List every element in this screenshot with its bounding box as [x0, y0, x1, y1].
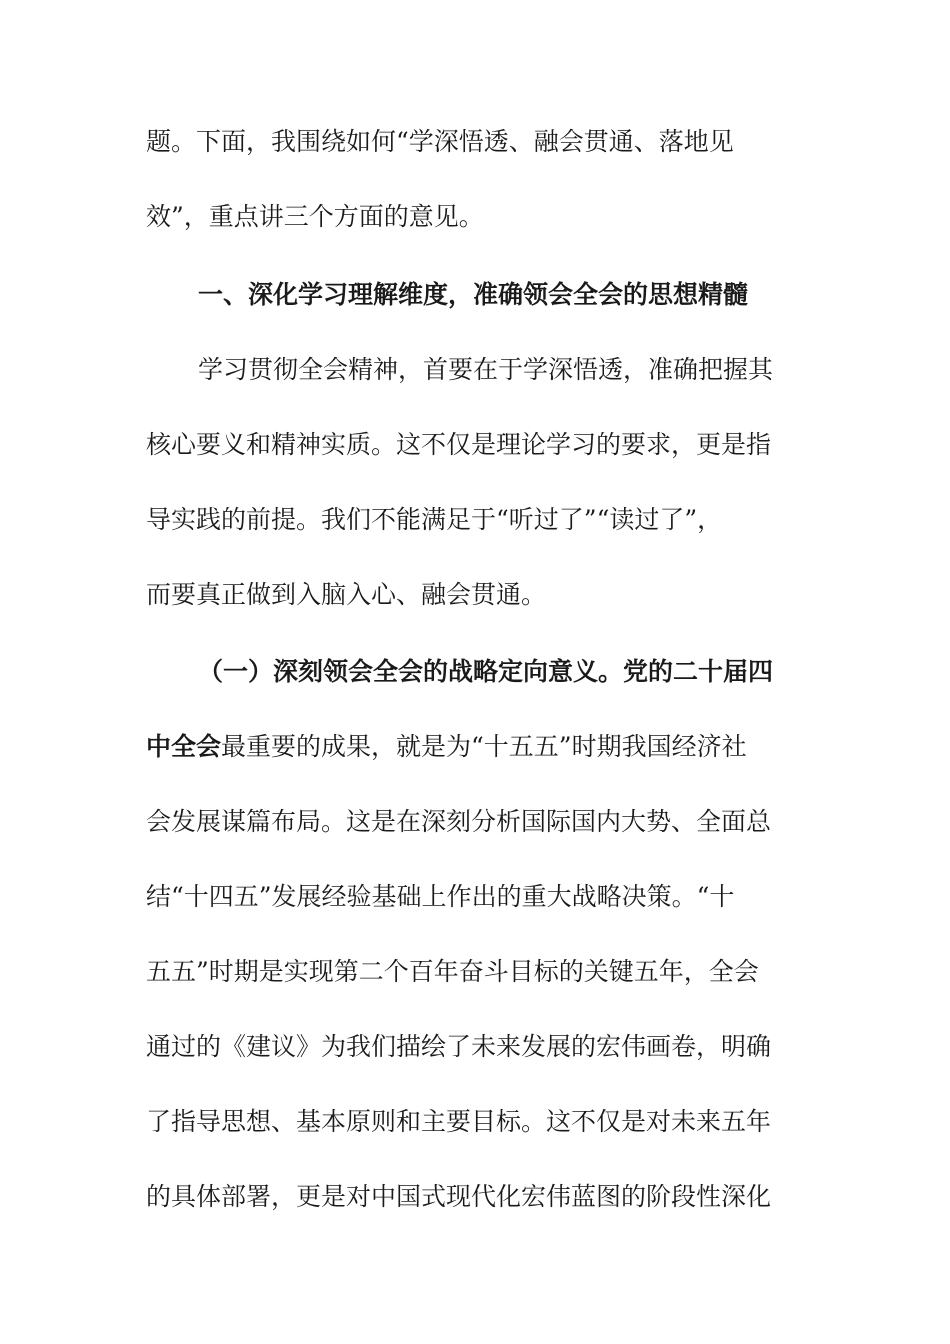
body-text-line: 了指导思想、基本原则和主要目标。这不仅是对未来五年	[146, 1107, 772, 1136]
subsection-heading: （一）深刻领会全会的战略定向意义。党的二十届四	[198, 657, 774, 686]
body-text-line: 核心要义和精神实质。这不仅是理论学习的要求，更是指	[146, 430, 772, 459]
body-text-line: 效”，重点讲三个方面的意见。	[146, 202, 484, 231]
body-text-line: 五五”时期是实现第二个百年奋斗目标的关键五年，全会	[146, 957, 759, 986]
body-text-line: 而要真正做到入脑入心、融会贯通。	[146, 580, 547, 609]
body-text-line: 导实践的前提。我们不能满足于“听过了”“读过了”，	[146, 505, 723, 534]
body-text-line: 学习贯彻全会精神，首要在于学深悟透，准确把握其	[198, 355, 774, 384]
body-text-line: 的具体部署，更是对中国式现代化宏伟蓝图的阶段性深化	[146, 1182, 772, 1211]
body-text-run: 最重要的成果，就是为“十五五”时期我国经济社	[221, 732, 747, 761]
body-text-line: 通过的《建议》为我们描绘了未来发展的宏伟画卷，明确	[146, 1032, 772, 1061]
body-text-line: 结“十四五”发展经验基础上作出的重大战略决策。“十	[146, 882, 735, 911]
body-text-line: 会发展谋篇布局。这是在深刻分析国际国内大势、全面总	[146, 807, 772, 836]
subsection-heading-continued: 中全会	[146, 732, 222, 761]
body-text-line	[146, 730, 786, 764]
section-heading: 一、深化学习理解维度，准确领会全会的思想精髓	[198, 280, 749, 309]
body-text-line: 题。下面，我围绕如何“学深悟透、融会贯通、落地见	[146, 127, 734, 156]
